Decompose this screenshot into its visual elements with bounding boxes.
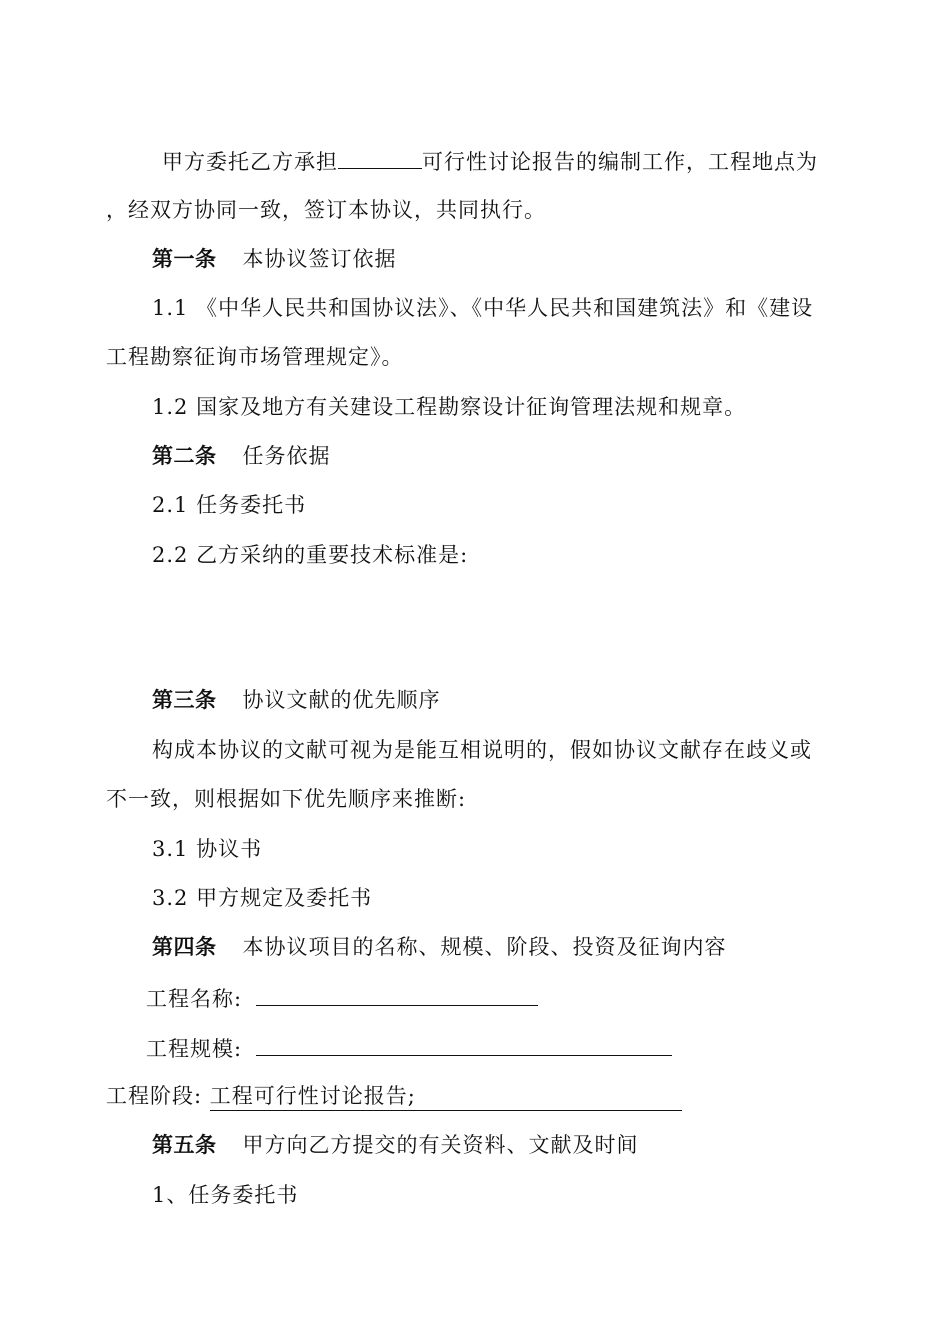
item-5-1: [152, 1181, 298, 1209]
article-5-title: 甲方向乙方提交的有关资料、文献及时间: [242, 1133, 639, 1157]
item-1-2-text: 1.2 国家及地方有关建设工程勘察设计征询管理法规和规章。: [152, 395, 747, 419]
item-3-1-text: 3.1 协议书: [152, 837, 263, 861]
article-3-para-line-2: [106, 785, 466, 813]
article-4-label: 第四条: [152, 935, 217, 959]
item-1-2: [152, 393, 746, 421]
article-4-title: 本协议项目的名称、规模、阶段、投资及征询内容: [242, 935, 727, 959]
article-3-para-line-1: [152, 736, 812, 764]
item-2-2-text: 2.2 乙方采纳的重要技术标准是:: [152, 543, 469, 567]
intro-line-2: [106, 196, 546, 224]
item-3-2: [152, 884, 372, 912]
article-1-label: 第一条: [152, 247, 217, 271]
item-2-2: [152, 541, 468, 569]
project-name-blank: [338, 146, 422, 169]
article-3-heading: [152, 686, 441, 714]
item-2-1-text: 2.1 任务委托书: [152, 493, 307, 517]
article-3-title: 协议文献的优先顺序: [242, 688, 441, 712]
item-3-1: [152, 835, 262, 863]
project-scale-label: 工程规模:: [146, 1037, 243, 1061]
article-5-label: 第五条: [152, 1133, 217, 1157]
intro-text-b: 可行性讨论报告的编制工作，工程地点为: [422, 150, 818, 174]
project-stage-label: 工程阶段:: [106, 1084, 203, 1108]
article-3-para-text-a: 构成本协议的文献可视为是能互相说明的，假如协议文献存在歧义或: [152, 738, 812, 762]
item-1-1-text-a: 1.1 《中华人民共和国协议法》、《中华人民共和国建筑法》和《建设: [152, 296, 814, 320]
article-2-title: 任务依据: [242, 444, 331, 468]
article-2-heading: [152, 442, 331, 470]
item-1-1-text-b: 工程勘察征询市场管理规定》。: [106, 345, 404, 369]
project-stage-row: [106, 1082, 682, 1111]
article-5-heading: [152, 1131, 639, 1159]
article-1-heading: [152, 245, 397, 273]
item-3-2-text: 3.2 甲方规定及委托书: [152, 886, 373, 910]
article-3-para-text-b: 不一致，则根据如下优先顺序来推断:: [106, 787, 467, 811]
item-2-1: [152, 491, 306, 519]
article-4-heading: [152, 933, 727, 961]
item-5-1-text: 1、任务委托书: [152, 1183, 299, 1207]
project-scale-row: [146, 1033, 672, 1063]
intro-line-1: [162, 146, 818, 176]
article-3-label: 第三条: [152, 688, 217, 712]
project-name-row: [146, 983, 538, 1013]
intro-text-a: 甲方委托乙方承担: [162, 150, 338, 174]
project-name-label: 工程名称:: [146, 987, 243, 1011]
article-2-label: 第二条: [152, 444, 217, 468]
article-1-title: 本协议签订依据: [242, 247, 397, 271]
project-scale-line: [256, 1033, 672, 1056]
project-name-line: [256, 983, 538, 1006]
intro-text-c: ，经双方协同一致，签订本协议，共同执行。: [106, 198, 546, 222]
project-stage-value: 工程可行性讨论报告;: [210, 1082, 682, 1111]
item-1-1-line-1: [152, 294, 813, 322]
item-1-1-line-2: [106, 343, 404, 371]
